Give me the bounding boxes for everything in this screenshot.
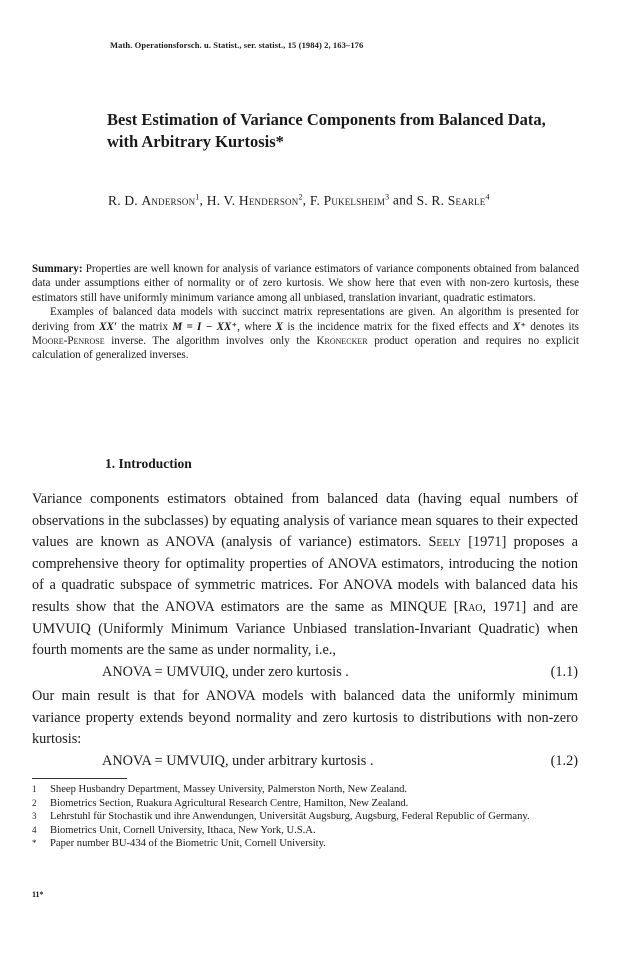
footnote-mark: 3: [32, 811, 37, 822]
author: [207, 193, 303, 208]
footnote-mark: 2: [32, 797, 37, 808]
section-number: 1.: [105, 456, 116, 471]
footnote: [32, 824, 578, 838]
footnote-text: Paper number BU-434 of the Biometric Unit, Cornell University.: [50, 838, 326, 850]
author-surname: Anderson: [141, 192, 196, 208]
name-moore-penrose: Moore-Penrose: [32, 335, 105, 348]
summary-paragraph-1: [32, 262, 579, 305]
affiliation-mark: 3: [385, 192, 390, 201]
body-text: [1971] proposes a comprehensive theory for optimality properties of ANOVA estimators, introducing the notion of a quadratic subspace of symmetric matrices. For ANOVA models with balanced data his results show that the ANOVA estimators are the same as MINQUE [: [32, 534, 578, 615]
footnote-text: Lehrstuhl für Stochastik und ihre Anwendungen, Universität Augsburg, Augsburg, Federal Republic of Germany.: [50, 811, 530, 823]
equation-expression: ANOVA = UMVUIQ, under arbitrary kurtosis .: [102, 753, 374, 769]
page-signature-mark: 11*: [32, 890, 44, 899]
introduction-paragraph-1: [32, 489, 578, 662]
math-x: X: [275, 320, 284, 333]
footnote-text: Sheep Husbandry Department, Massey University, Palmerston North, New Zealand.: [50, 784, 408, 795]
title-line-2: with Arbitrary Kurtosis*: [107, 132, 284, 151]
author: [417, 193, 490, 208]
footnote-text: Biometrics Section, Ruakura Agricultural Research Centre, Hamilton, New Zealand.: [50, 797, 409, 809]
author-initials: R. D.: [108, 192, 138, 208]
equation-number: (1.1): [550, 664, 578, 680]
body-text: Our main result is that for ANOVA models with balanced data the uniformly minimum variance property extends beyond normality and zero kurtosis to distributions with non-zero kurtosis:: [32, 688, 578, 748]
section-heading: [105, 456, 192, 472]
math-m-definition: M = I − XX⁺: [172, 320, 238, 333]
author-initials: S. R.: [416, 192, 445, 208]
footnote: [32, 797, 578, 811]
journal-header: Math. Operationsforsch. u. Statist., ser. statist., 15 (1984) 2, 163–176: [110, 40, 364, 50]
summary-text: Examples of balanced data models with succinct matrix representations are given. An algorithm is presented for deriving from: [32, 306, 579, 333]
body-text: Variance components estimators obtained from balanced data (having equal numbers of observations in the subclasses) by equating analysis of variance mean squares to their expected values are known as ANOVA (analysis of variance) estimators.: [32, 491, 578, 551]
author-surname: Henderson: [238, 192, 299, 208]
equation-number: (1.2): [550, 753, 578, 769]
footnote-mark: 4: [32, 824, 37, 835]
paper-title: [107, 109, 607, 153]
footnote: [32, 810, 578, 824]
author-initials: F.: [309, 192, 321, 208]
summary-text: product operation and requires no explicit calculation of generalized inverses.: [32, 335, 579, 362]
author-separator: ,: [302, 192, 310, 208]
equation-expression: ANOVA = UMVUIQ, under zero kurtosis .: [102, 664, 349, 680]
footnotes: [32, 783, 578, 851]
summary: [32, 262, 579, 363]
footnote-text: Biometrics Unit, Cornell University, Ithaca, New York, U.S.A.: [50, 824, 316, 836]
name-kronecker: Kronecker: [316, 335, 368, 348]
footnote-divider: [32, 778, 127, 779]
name-rao: Rao: [458, 598, 483, 615]
summary-text: inverse. The algorithm involves only the: [104, 335, 317, 348]
summary-text: Properties are well known for analysis of variance estimators of variance components obtained from balanced data under assumptions either of normality or of zero kurtosis. We show here that even with non-zero kurtosis, these estimators still have uniformly minimum variance among all unbiased, translation invariant, quadratic estimators.: [32, 263, 579, 304]
summary-text: the matrix: [117, 320, 173, 333]
summary-text: is the incidence matrix for the fixed effects and: [283, 320, 513, 333]
footnote-mark: 1: [32, 784, 37, 794]
author-separator: ,: [199, 192, 207, 208]
name-seely: Seely: [428, 534, 461, 551]
summary-text: denotes its: [526, 320, 579, 333]
footnote-mark: *: [32, 838, 37, 849]
summary-text: , where: [237, 320, 276, 333]
title-line-1: Best Estimation of Variance Components from Balanced Data,: [107, 110, 546, 129]
author-separator: and: [389, 192, 417, 208]
summary-label: Summary:: [32, 263, 83, 275]
math-x-plus: X⁺: [512, 320, 527, 333]
affiliation-mark: 4: [485, 192, 490, 201]
summary-paragraph-2: [32, 305, 579, 363]
author-list: [108, 192, 608, 209]
footnote: [32, 837, 578, 851]
section-title: Introduction: [118, 456, 192, 471]
affiliation-mark: 1: [195, 192, 200, 201]
footnote: [32, 783, 578, 797]
introduction-paragraph-2: [32, 686, 578, 751]
body-text: , 1971] and are UMVUIQ (Uniformly Minimum Variance Unbiased translation-Invariant Quadratic) when fourth moments are the same as under normality, i.e.,: [32, 598, 578, 659]
author: [108, 193, 200, 208]
author-surname: Pukelsheim: [323, 192, 386, 208]
author-initials: H. V.: [206, 192, 236, 208]
math-xxt: XX′: [99, 320, 117, 333]
author-surname: Searle: [447, 192, 486, 208]
affiliation-mark: 2: [298, 192, 303, 201]
author: [310, 193, 390, 208]
